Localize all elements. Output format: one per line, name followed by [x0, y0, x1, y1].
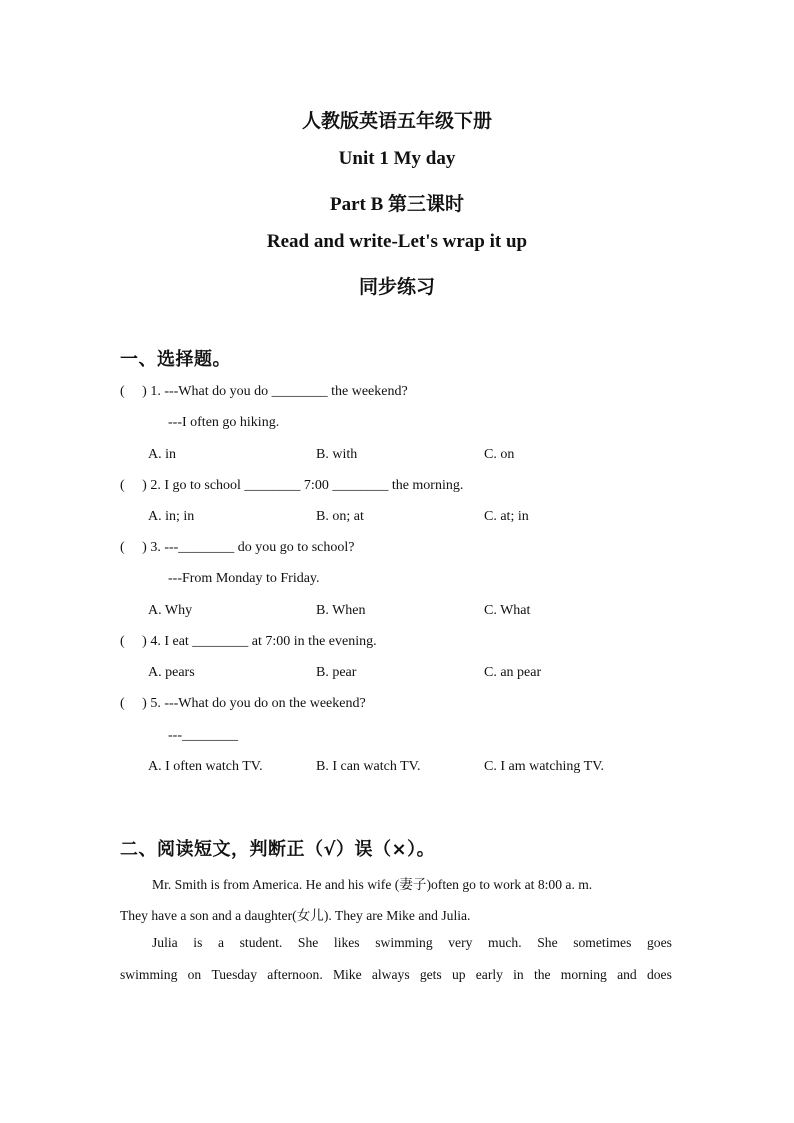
question-3-option-a: A. Why: [148, 603, 193, 618]
passage-word: much.: [488, 935, 522, 950]
passage-word: morning: [560, 967, 607, 982]
passage-line-2: They have a son and a daughter(女儿). They are Mike and Julia.: [120, 908, 471, 923]
question-4-option-a: A. pears: [148, 665, 195, 680]
question-5-option-b: B. I can watch TV.: [316, 759, 421, 774]
question-5-option-a: A. I often watch TV.: [148, 759, 263, 774]
passage-word: and: [617, 967, 637, 982]
question-1-subline: ---I often go hiking.: [168, 415, 280, 430]
passage-word: She: [297, 935, 319, 950]
passage-line-3: [152, 935, 672, 951]
passage-word: swimming: [375, 935, 433, 950]
question-5-option-c: C. I am watching TV.: [484, 759, 605, 774]
passage-word: Mike: [332, 967, 362, 982]
passage-line-4: [120, 967, 672, 983]
question-3-option-b: B. When: [316, 603, 366, 618]
question-5-subline: ---________: [168, 728, 238, 743]
passage-word: does: [646, 967, 672, 982]
passage-word: likes: [333, 935, 360, 950]
question-4-option-b: B. pear: [316, 665, 357, 680]
passage-word: early: [475, 967, 503, 982]
question-3-stem: ( ) 3. ---________ do you go to school?: [120, 540, 355, 555]
section-heading-choice: 一、选择题。: [120, 349, 231, 370]
passage-word: is: [193, 935, 203, 950]
passage-word: in: [513, 967, 524, 982]
question-2-stem: ( ) 2. I go to school ________ 7:00 ________ the morning.: [120, 478, 464, 493]
passage-line-1: Mr. Smith is from America. He and his wife (妻子)often go to work at 8:00 a. m.: [152, 877, 593, 892]
question-2-option-a: A. in; in: [148, 509, 195, 524]
question-4-stem: ( ) 4. I eat ________ at 7:00 in the evening.: [120, 634, 377, 649]
passage-word: Julia: [152, 935, 178, 950]
passage-word: Tuesday: [211, 967, 258, 982]
question-3-subline: ---From Monday to Friday.: [168, 571, 320, 586]
passage-word: She: [537, 935, 558, 950]
passage-word: up: [451, 967, 466, 982]
passage-word: always: [371, 967, 410, 982]
question-1-option-a: A. in: [148, 447, 176, 462]
part-title: Part B 第三课时: [329, 194, 465, 215]
question-1-option-c: C. on: [484, 447, 515, 462]
question-3-option-c: C. What: [484, 603, 531, 618]
passage-word: the: [533, 967, 551, 982]
question-2-option-b: B. on; at: [316, 509, 364, 524]
passage-word: goes: [646, 935, 672, 950]
question-5-stem: ( ) 5. ---What do you do on the weekend?: [120, 696, 366, 711]
unit-title: Unit 1 My day: [338, 148, 456, 169]
question-2-option-c: C. at; in: [484, 509, 529, 524]
passage-word: sometimes: [573, 935, 632, 950]
passage-word: gets: [419, 967, 442, 982]
exercise-title: 同步练习: [358, 277, 435, 298]
passage-word: on: [187, 967, 202, 982]
question-1-stem: ( ) 1. ---What do you do ________ the weekend?: [120, 384, 408, 399]
question-4-option-c: C. an pear: [484, 665, 542, 680]
book-title: 人教版英语五年级下册: [301, 111, 492, 132]
passage-word: student.: [239, 935, 283, 950]
lesson-title: Read and write-Let's wrap it up: [266, 231, 528, 252]
passage-word: very: [448, 935, 473, 950]
question-1-option-b: B. with: [316, 447, 358, 462]
passage-word: swimming: [120, 967, 178, 982]
passage-word: afternoon.: [267, 967, 323, 982]
section-heading-reading: 二、阅读短文，判断正（√）误（×）。: [120, 839, 436, 860]
passage-word: a: [217, 935, 225, 950]
